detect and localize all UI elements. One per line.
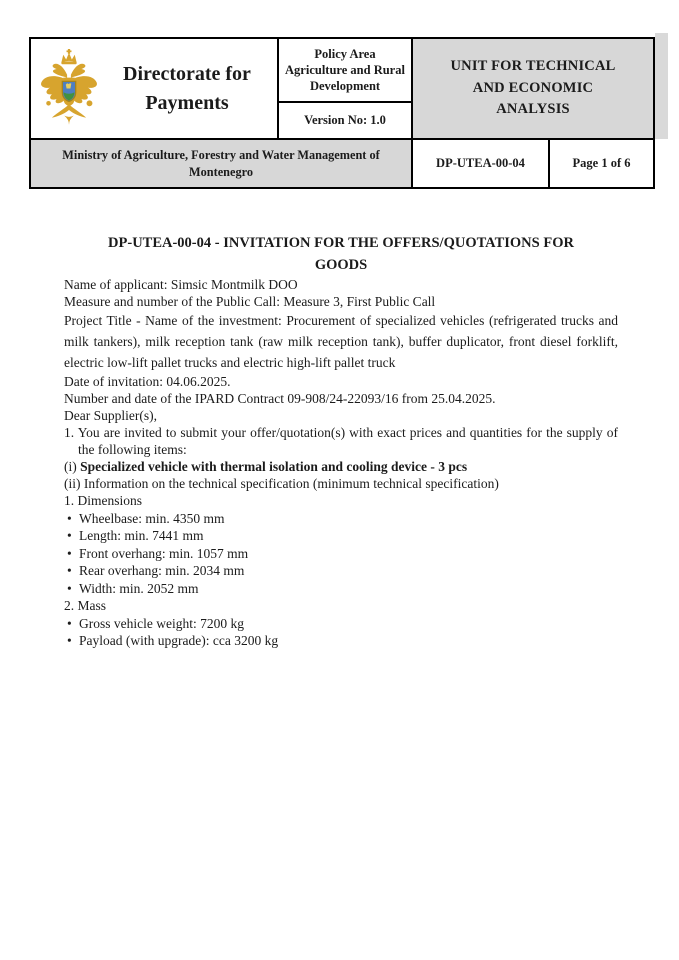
list-item-text: Width: min. 2052 mm: [79, 580, 199, 596]
list-item-text: Payload (with upgrade): cca 3200 kg: [79, 633, 279, 648]
list-item-text: Length: min. 7441 mm: [79, 528, 204, 543]
dimensions-heading: 1. Dimensions: [64, 493, 143, 508]
point-i-line: [64, 458, 618, 475]
document-title-line-2: GOODS: [314, 257, 368, 273]
bullet-icon: •: [67, 528, 72, 543]
unit-cell: [412, 38, 654, 139]
document-title: [64, 232, 618, 276]
item-text: You are invited to submit your offer/quotation(s) with exact prices and quantities for the supply of the following items:: [77, 425, 619, 457]
list-item: [64, 510, 618, 528]
scan-artifact-strip: [655, 33, 668, 139]
directorate-line-1: Directorate for: [123, 62, 251, 85]
numbered-item-1: [64, 424, 618, 458]
point-i-bold-text: Specialized vehicle with thermal isolation and cooling device - 3 pcs: [80, 459, 468, 474]
list-item: [64, 580, 618, 598]
list-item: [64, 632, 618, 650]
measure-line: Measure and number of the Public Call: Measure 3, First Public Call: [64, 294, 436, 309]
directorate-line-2: Payments: [145, 91, 229, 114]
page-number-cell: Page 1 of 6: [549, 139, 654, 188]
bullet-icon: •: [67, 510, 72, 526]
contract-line: Number and date of the IPARD Contract 09-908/24-22093/16 from 25.04.2025.: [64, 391, 496, 406]
list-item: [64, 615, 618, 633]
unit-line-3: ANALYSIS: [496, 101, 570, 118]
unit-line-2: AND ECONOMIC: [472, 79, 594, 96]
policy-line-3: Development: [309, 79, 381, 93]
ministry-cell: [30, 139, 412, 188]
list-item: [64, 545, 618, 563]
version-label: Version No: 1.0: [304, 113, 386, 127]
bullet-icon: •: [67, 633, 72, 648]
list-item: [64, 527, 618, 545]
unit-line-1: UNIT FOR TECHNICAL: [450, 58, 616, 75]
doc-code-cell: DP-UTEA-00-04: [412, 139, 549, 188]
policy-area-cell: [278, 38, 412, 102]
point-i-prefix: (i): [64, 459, 77, 474]
montenegro-coat-of-arms-icon: [33, 49, 105, 129]
version-cell: [278, 102, 412, 139]
bullet-icon: •: [67, 545, 72, 561]
list-item-text: Rear overhang: min. 2034 mm: [79, 563, 245, 578]
list-item: [64, 562, 618, 580]
list-item-text: Gross vehicle weight: 7200 kg: [79, 615, 244, 631]
ministry-line-2: Montenegro: [189, 164, 253, 179]
policy-line-2: Agriculture and Rural: [285, 63, 405, 77]
directorate-title: [105, 60, 275, 118]
mass-heading: 2. Mass: [64, 598, 107, 613]
ministry-line-1: Ministry of Agriculture, Forestry and Water Management of: [62, 148, 380, 162]
bullet-icon: •: [67, 563, 72, 578]
document-body: [64, 232, 618, 650]
policy-line-1: Policy Area: [314, 47, 376, 61]
salutation-line: Dear Supplier(s),: [64, 408, 157, 423]
invitation-date-line: Date of invitation: 04.06.2025.: [64, 374, 231, 389]
bullet-icon: •: [67, 615, 72, 631]
list-item-text: Wheelbase: min. 4350 mm: [79, 510, 225, 526]
applicant-line: Name of applicant: Simsic Montmilk DOO: [64, 277, 298, 292]
document-header-table: [29, 37, 655, 189]
item-number: 1.: [64, 425, 75, 440]
point-ii-line: (ii) Information on the technical specification (minimum technical specification): [64, 476, 499, 491]
list-item-text: Front overhang: min. 1057 mm: [79, 545, 249, 561]
bullet-icon: •: [67, 580, 72, 596]
project-title-paragraph: Project Title - Name of the investment: Procurement of specialized vehicles (refrigerated trucks and milk tankers), milk reception tank (raw milk reception tank), buffer duplicator, front diesel forklift, electric low-lift pallet trucks and electric high-lift pallet truck: [64, 313, 618, 370]
document-title-line-1: DP-UTEA-00-04 - INVITATION FOR THE OFFERS/QUOTATIONS FOR: [108, 235, 574, 251]
directorate-cell: [30, 38, 278, 139]
